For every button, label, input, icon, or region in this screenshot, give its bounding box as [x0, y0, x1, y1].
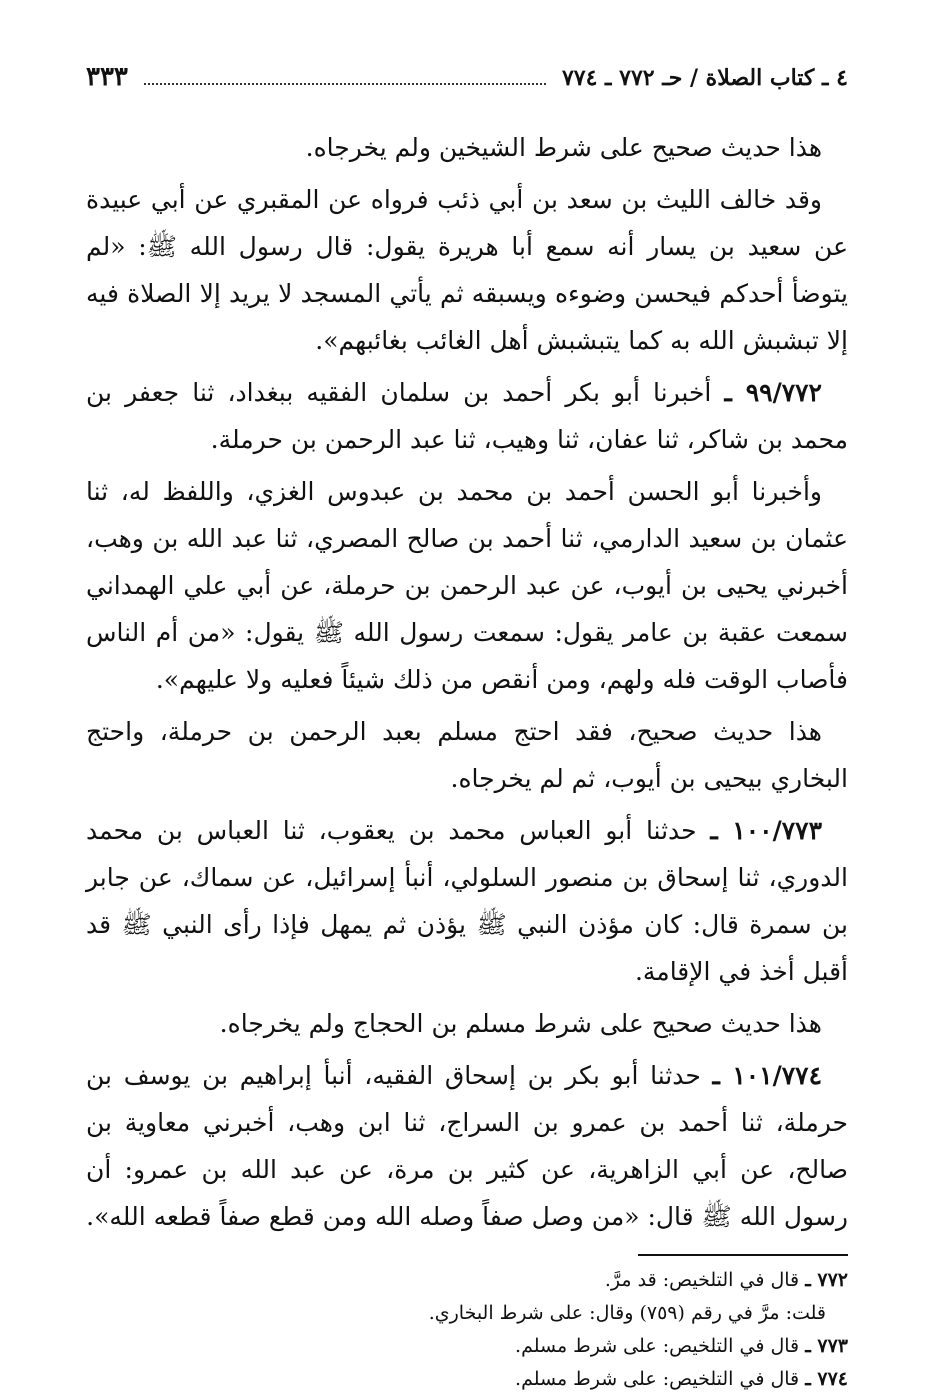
hadith-paragraph — [86, 1052, 848, 1240]
footnote-text: قال في التلخيص: على شرط مسلم. — [515, 1368, 800, 1390]
footnote-number: ٧٧٤ ـ — [805, 1368, 848, 1390]
footnote — [86, 1330, 848, 1363]
paragraph — [86, 1000, 848, 1047]
footnote-number: ٧٧٢ ـ — [805, 1269, 848, 1291]
footnote-text: قلت: مرَّ في رقم (٧٥٩) وقال: على شرط البخاري. — [428, 1302, 826, 1324]
hadith-paragraph — [86, 807, 848, 995]
footnote-text: قال في التلخيص: قد مرَّ. — [604, 1269, 800, 1291]
hadith-number: ١٠١/٧٧٤ ـ — [712, 1061, 823, 1090]
hadith-number: ٩٩/٧٧٢ ـ — [724, 378, 822, 407]
book-page — [86, 62, 848, 1396]
footnote-text: قال في التلخيص: على شرط مسلم. — [515, 1335, 800, 1357]
dotted-leader — [144, 69, 546, 85]
footnote-number: ٧٧٣ ـ — [805, 1335, 848, 1357]
paragraph — [86, 468, 848, 703]
paragraph-text: هذا حديث صحيح على شرط مسلم بن الحجاج ولم يخرجاه. — [219, 1009, 822, 1038]
footnote — [86, 1363, 848, 1396]
chapter-title: ٤ ـ كتاب الصلاة / حـ ٧٧٢ ـ ٧٧٤ — [561, 65, 848, 91]
paragraph — [86, 176, 848, 364]
footnote — [86, 1264, 848, 1297]
running-header — [86, 62, 848, 102]
paragraph — [86, 124, 848, 171]
footnote — [86, 1297, 848, 1330]
paragraph-text: هذا حديث صحيح، فقد احتج مسلم بعبد الرحمن بن حرملة، واحتج البخاري بيحيى بن أيوب، ثم لم يخرجاه. — [86, 717, 848, 793]
paragraph-text: حدثنا أبو بكر بن إسحاق الفقيه، أنبأ إبراهيم بن يوسف بن حرملة، ثنا أحمد بن عمرو بن السراج، ثنا ابن وهب، أخبرني معاوية بن صالح، عن أبي الزاهرية، عن كثير بن مرة، عن عبد الله بن عمرو: أن رسول الله ﷺ قال: «من وصل صفاً وصله الله ومن قطع صفاً قطعه الله». — [86, 1061, 848, 1231]
hadith-number: ١٠٠/٧٧٣ ـ — [710, 816, 822, 845]
paragraph-text: أخبرنا أبو بكر أحمد بن سلمان الفقيه ببغداد، ثنا جعفر بن محمد بن شاكر، ثنا عفان، ثنا وهيب، ثنا عبد الرحمن بن حرملة. — [86, 378, 848, 454]
footnote-separator — [638, 1254, 848, 1256]
main-text — [86, 124, 848, 1240]
paragraph-text: وقد خالف الليث بن سعد بن أبي ذئب فرواه عن المقبري عن أبي عبيدة عن سعيد بن يسار أنه سمع أبا هريرة يقول: قال رسول الله ﷺ: «لم يتوضأ أحدكم فيحسن وضوءه ويسبقه ثم يأتي المسجد لا يريد إلا الصلاة فيه إلا تبشبش الله به كما يتبشبش أهل الغائب بغائبهم». — [86, 185, 848, 355]
paragraph-text: هذا حديث صحيح على شرط الشيخين ولم يخرجاه. — [305, 133, 822, 162]
hadith-paragraph — [86, 369, 848, 463]
footnotes — [86, 1264, 848, 1396]
page-number: ٣٣٣ — [86, 62, 128, 92]
paragraph-text: حدثنا أبو العباس محمد بن يعقوب، ثنا العباس بن محمد الدوري، ثنا إسحاق بن منصور السلولي، أنبأ إسرائيل، عن سماك، عن جابر بن سمرة قال: كان مؤذن النبي ﷺ يؤذن ثم يمهل فإذا رأى النبي ﷺ قد أقبل أخذ في الإقامة. — [86, 816, 848, 986]
paragraph-text: وأخبرنا أبو الحسن أحمد بن محمد بن عبدوس الغزي، واللفظ له، ثنا عثمان بن سعيد الدارمي، ثنا أحمد بن صالح المصري، ثنا عبد الله بن وهب، أخبرني يحيى بن أيوب، عن عبد الرحمن بن حرملة، عن أبي علي الهمداني سمعت عقبة بن عامر يقول: سمعت رسول الله ﷺ يقول: «من أم الناس فأصاب الوقت فله ولهم، ومن أنقص من ذلك شيئاً فعليه ولا عليهم». — [86, 477, 848, 694]
paragraph — [86, 708, 848, 802]
